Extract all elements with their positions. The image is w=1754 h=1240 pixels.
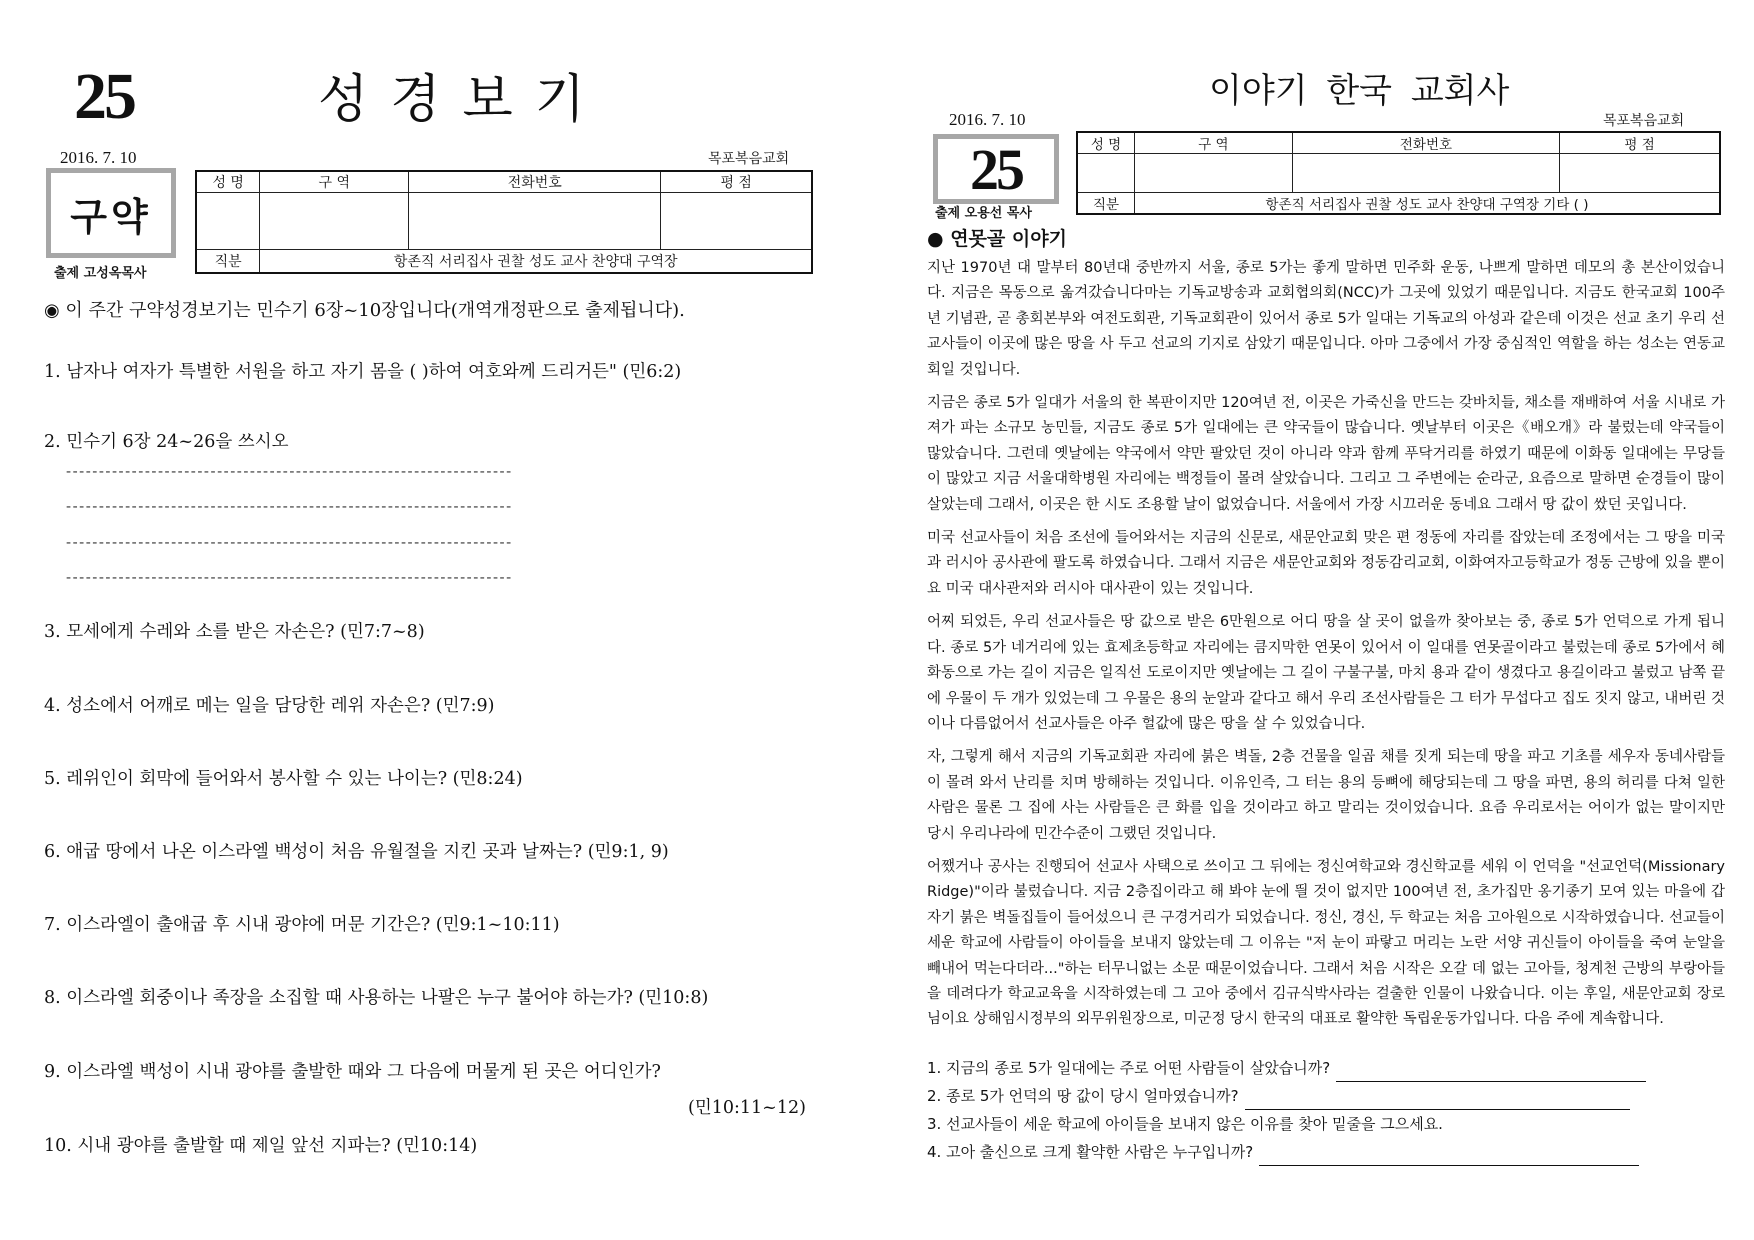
header-name: 성 명 <box>196 171 260 193</box>
question-8: 8. 이스라엘 회중이나 족장을 소집할 때 사용하는 나팔은 누구 불어야 하는가? (민10:8) <box>44 988 709 1008</box>
answer-line[interactable]: -------------------------------------------------------------------- <box>66 568 513 586</box>
phone-field[interactable] <box>1292 154 1559 193</box>
review-question-4: 4. 고아 출신으로 크게 활약한 사람은 누구입니까? <box>927 1143 1254 1161</box>
header-district: 구 역 <box>1135 132 1293 154</box>
score-field[interactable] <box>661 193 812 250</box>
review-question-2: 2. 종로 5가 언덕의 땅 값이 당시 얼마였습니까? <box>927 1087 1239 1105</box>
author-credit: 출제 오용선 목사 <box>935 206 1032 221</box>
answer-blank[interactable] <box>1336 1065 1646 1082</box>
issue-number: 25 <box>74 60 134 133</box>
header-name: 성 명 <box>1077 132 1135 154</box>
weekly-notice: ◉ 이 주간 구약성경보기는 민수기 6장~10장입니다(개역개정판으로 출제됩니다). <box>44 300 685 321</box>
story-body <box>927 256 1725 1041</box>
question-9: 9. 이스라엘 백성이 시내 광야를 출발한 때와 그 다음에 머물게 된 곳은 어디인가? <box>44 1062 661 1082</box>
answer-line[interactable]: -------------------------------------------------------------------- <box>66 462 513 480</box>
name-field[interactable] <box>1077 154 1135 193</box>
issue-date: 2016. 7. 10 <box>60 148 137 167</box>
story-paragraph: 지난 1970년 대 말부터 80년대 중반까지 서울, 종로 5가는 좋게 말하면 민주화 운동, 나쁘게 말하면 데모의 총 본산이었습니다. 지금은 목동으로 옮겨갔습니다마는 기독교방송과 교회협의회(NCC)가 그곳에 있었기 때문입니다. 지금도 한국교회 100주년 기념관, 곧 총회본부와 여전도회관, 기독교회관이 있어서 종로 5가 일대는 기독교의 아성과 같은데 이것은 선교 초기 우리 선교사들이 이곳에 많은 땅을 사 두고 선교의 기지로 삼았기 때문입니다. 아마 그중에서 가장 중심적인 역할을 하는 성소는 연동교회일 것입니다. <box>927 260 1725 378</box>
answer-blank[interactable] <box>1245 1093 1630 1110</box>
entry-form-table <box>195 170 813 274</box>
church-name: 목포복음교회 <box>1603 113 1685 129</box>
review-question-row <box>927 1082 1725 1110</box>
district-field[interactable] <box>1135 154 1293 193</box>
issue-number-badge: 25 <box>933 134 1059 204</box>
question-1: 1. 남자나 여자가 특별한 서원을 하고 자기 몸을 ( )하여 여호와께 드리거든" (민6:2) <box>44 362 682 382</box>
question-10: 10. 시내 광야를 출발할 때 제일 앞선 지파는? (민10:14) <box>44 1136 478 1156</box>
review-question-row <box>927 1110 1725 1138</box>
name-field[interactable] <box>196 193 260 250</box>
header-score: 평 점 <box>1560 132 1720 154</box>
question-2: 2. 민수기 6장 24~26을 쓰시오 <box>44 432 289 452</box>
page-title: 이야기 한국 교회사 <box>1209 71 1510 111</box>
header-score: 평 점 <box>661 171 812 193</box>
section-heading: ● 연못골 이야기 <box>927 228 1067 250</box>
phone-field[interactable] <box>409 193 661 250</box>
review-question-1: 1. 지금의 종로 5가 일대에는 주로 어떤 사람들이 살았습니까? <box>927 1059 1331 1077</box>
role-label: 직분 <box>1077 193 1135 215</box>
question-7: 7. 이스라엘이 출애굽 후 시내 광야에 머문 기간은? (민9:1~10:11) <box>44 915 560 935</box>
story-paragraph: 어찌 되었든, 우리 선교사들은 땅 값으로 받은 6만원으로 어디 땅을 살 곳이 없을까 찾아보는 중, 종로 5가 언덕으로 가게 됩니다. 종로 5가 네거리에 있는 효제초등학교 자리에는 큼지막한 연못이 있어서 이 일대를 연못골이라고 불렀는데 종로 5가에서 혜화동으로 가는 길이 지금은 일직선 도로이지만 옛날에는 그 길이 구불구불, 마치 용과 같이 생겼다고 용길이라고 불렀고 남쪽 끝에 우물이 두 개가 있었는데 그 우물은 용의 눈알과 같다고 해서 우리 조선사람들은 그 터가 무섭다고 집도 짓지 않고, 내버린 것이나 다름없어서 선교사들은 아주 헐값에 많은 땅을 살 수 있었습니다. <box>927 614 1725 732</box>
answer-line[interactable]: -------------------------------------------------------------------- <box>66 497 513 515</box>
role-options[interactable]: 항존직 서리집사 권찰 성도 교사 찬양대 구역장 <box>260 250 812 274</box>
church-name: 목포복음교회 <box>708 151 790 167</box>
role-options[interactable]: 항존직 서리집사 권찰 성도 교사 찬양대 구역장 기타 ( ) <box>1135 193 1721 215</box>
entry-form-table <box>1076 131 1721 215</box>
story-paragraph: 자, 그렇게 해서 지금의 기독교회관 자리에 붉은 벽돌, 2층 건물을 일곱 채를 짓게 되는데 땅을 파고 기초를 세우자 동네사람들이 몰려 와서 난리를 치며 방해하는 것입니다. 이유인즉, 그 터는 용의 등뼈에 해당되는데 그 땅을 파면, 용의 허리를 다쳐 일한 사람은 물론 그 집에 사는 사람들은 큰 화를 입을 것이라고 하고 말리는 것이었습니다. 요즘 우리로서는 어이가 없는 말이지만 당시 우리나라에 민간수준이 그랬던 것입니다. <box>927 749 1725 842</box>
review-questions <box>927 1054 1725 1166</box>
answer-line[interactable]: -------------------------------------------------------------------- <box>66 533 513 551</box>
page-title: 성경보기 <box>318 70 607 130</box>
category-badge: 구약 <box>46 168 176 258</box>
header-phone: 전화번호 <box>1292 132 1559 154</box>
question-9-reference: (민10:11~12) <box>688 1098 806 1118</box>
district-field[interactable] <box>260 193 409 250</box>
question-4: 4. 성소에서 어깨로 메는 일을 담당한 레위 자손은? (민7:9) <box>44 696 495 716</box>
header-district: 구 역 <box>260 171 409 193</box>
issue-date: 2016. 7. 10 <box>949 110 1026 129</box>
story-paragraph: 미국 선교사들이 처음 조선에 들어와서는 지금의 신문로, 새문안교회 맞은 편 정동에 자리를 잡았는데 조정에서는 그 땅을 미국과 러시아 공사관에 팔도록 하였습니다. 그래서 지금은 새문안교회와 정동감리교회, 이화여자고등학교가 정동 근방에 있을 뿐이요 미국 대사관저와 러시아 대사관이 있는 것입니다. <box>927 530 1725 597</box>
review-question-row <box>927 1138 1725 1166</box>
author-credit: 출제 고성옥목사 <box>54 266 147 281</box>
story-paragraph: 지금은 종로 5가 일대가 서울의 한 복판이지만 120여년 전, 이곳은 가죽신을 만드는 갖바치들, 채소를 재배하여 서울 시내로 가져가 파는 소규모 농민들, 지금도 종로 5가 일대에는 큰 약국들이 많습니다. 옛날부터 이곳은《배오개》라 불렀는데 약국들이 많았습니다. 그런데 옛날에는 약국에서 약만 팔았던 것이 아니라 약과 함께 푸닥거리를 하였기 때문에 이화동 일대에는 무당들이 많았고 지금 서울대학병원 자리에는 백정들이 몰려 살았습니다. 그리고 그 주변에는 순라군, 요즘으로 말하면 순경들이 많이 살았는데 그래서, 이곳은 한 시도 조용할 날이 없었습니다. 서울에서 가장 시끄러운 동네요 그래서 땅 값이 쌌던 곳입니다. <box>927 395 1725 513</box>
header-phone: 전화번호 <box>409 171 661 193</box>
score-field[interactable] <box>1560 154 1720 193</box>
question-5: 5. 레위인이 회막에 들어와서 봉사할 수 있는 나이는? (민8:24) <box>44 769 523 789</box>
review-question-row <box>927 1054 1725 1082</box>
review-question-3: 3. 선교사들이 세운 학교에 아이들을 보내지 않은 이유를 찾아 밑줄을 그으세요. <box>927 1115 1443 1133</box>
question-6: 6. 애굽 땅에서 나온 이스라엘 백성이 처음 유월절을 지킨 곳과 날짜는? (민9:1, 9) <box>44 842 669 862</box>
right-page <box>877 0 1754 1240</box>
story-paragraph: 어쨌거나 공사는 진행되어 선교사 사택으로 쓰이고 그 뒤에는 정신여학교와 경신학교를 세워 이 언덕을 "선교언덕(Missionary Ridge)"이라 불렀습니다. 지금 2층집이라고 해 봐야 눈에 띌 것이 없지만 100여년 전, 초가집만 옹기종기 모여 있는 마을에 갑자기 붉은 벽돌집들이 들어섰으니 큰 구경거리가 되었습니다. 정신, 경신, 두 학교는 처음 고아원으로 시작하였습니다. 선교들이 세운 학교에 사람들이 아이들을 보내지 않았는데 그 이유는 "저 눈이 파랗고 머리는 노란 서양 귀신들이 아이들을 죽여 눈알을 빼내어 먹는다더라..."하는 터무니없는 소문 때문이었습니다. 그래서 처음 시작은 오갈 데 없는 고아들, 청계천 근방의 부랑아들을 데려다가 학교교육을 시작하였는데 그 고아 중에서 김규식박사라는 걸출한 인물이 나왔습니다. 이는 후일, 새문안교회 장로님이요 상해임시정부의 외무위원장으로, 미군정 당시 한국의 대표로 활약한 독립운동가입니다. 다음 주에 계속합니다. <box>927 858 1725 1028</box>
question-3: 3. 모세에게 수레와 소를 받은 자손은? (민7:7~8) <box>44 622 425 642</box>
role-label: 직분 <box>196 250 260 274</box>
answer-blank[interactable] <box>1259 1149 1639 1166</box>
